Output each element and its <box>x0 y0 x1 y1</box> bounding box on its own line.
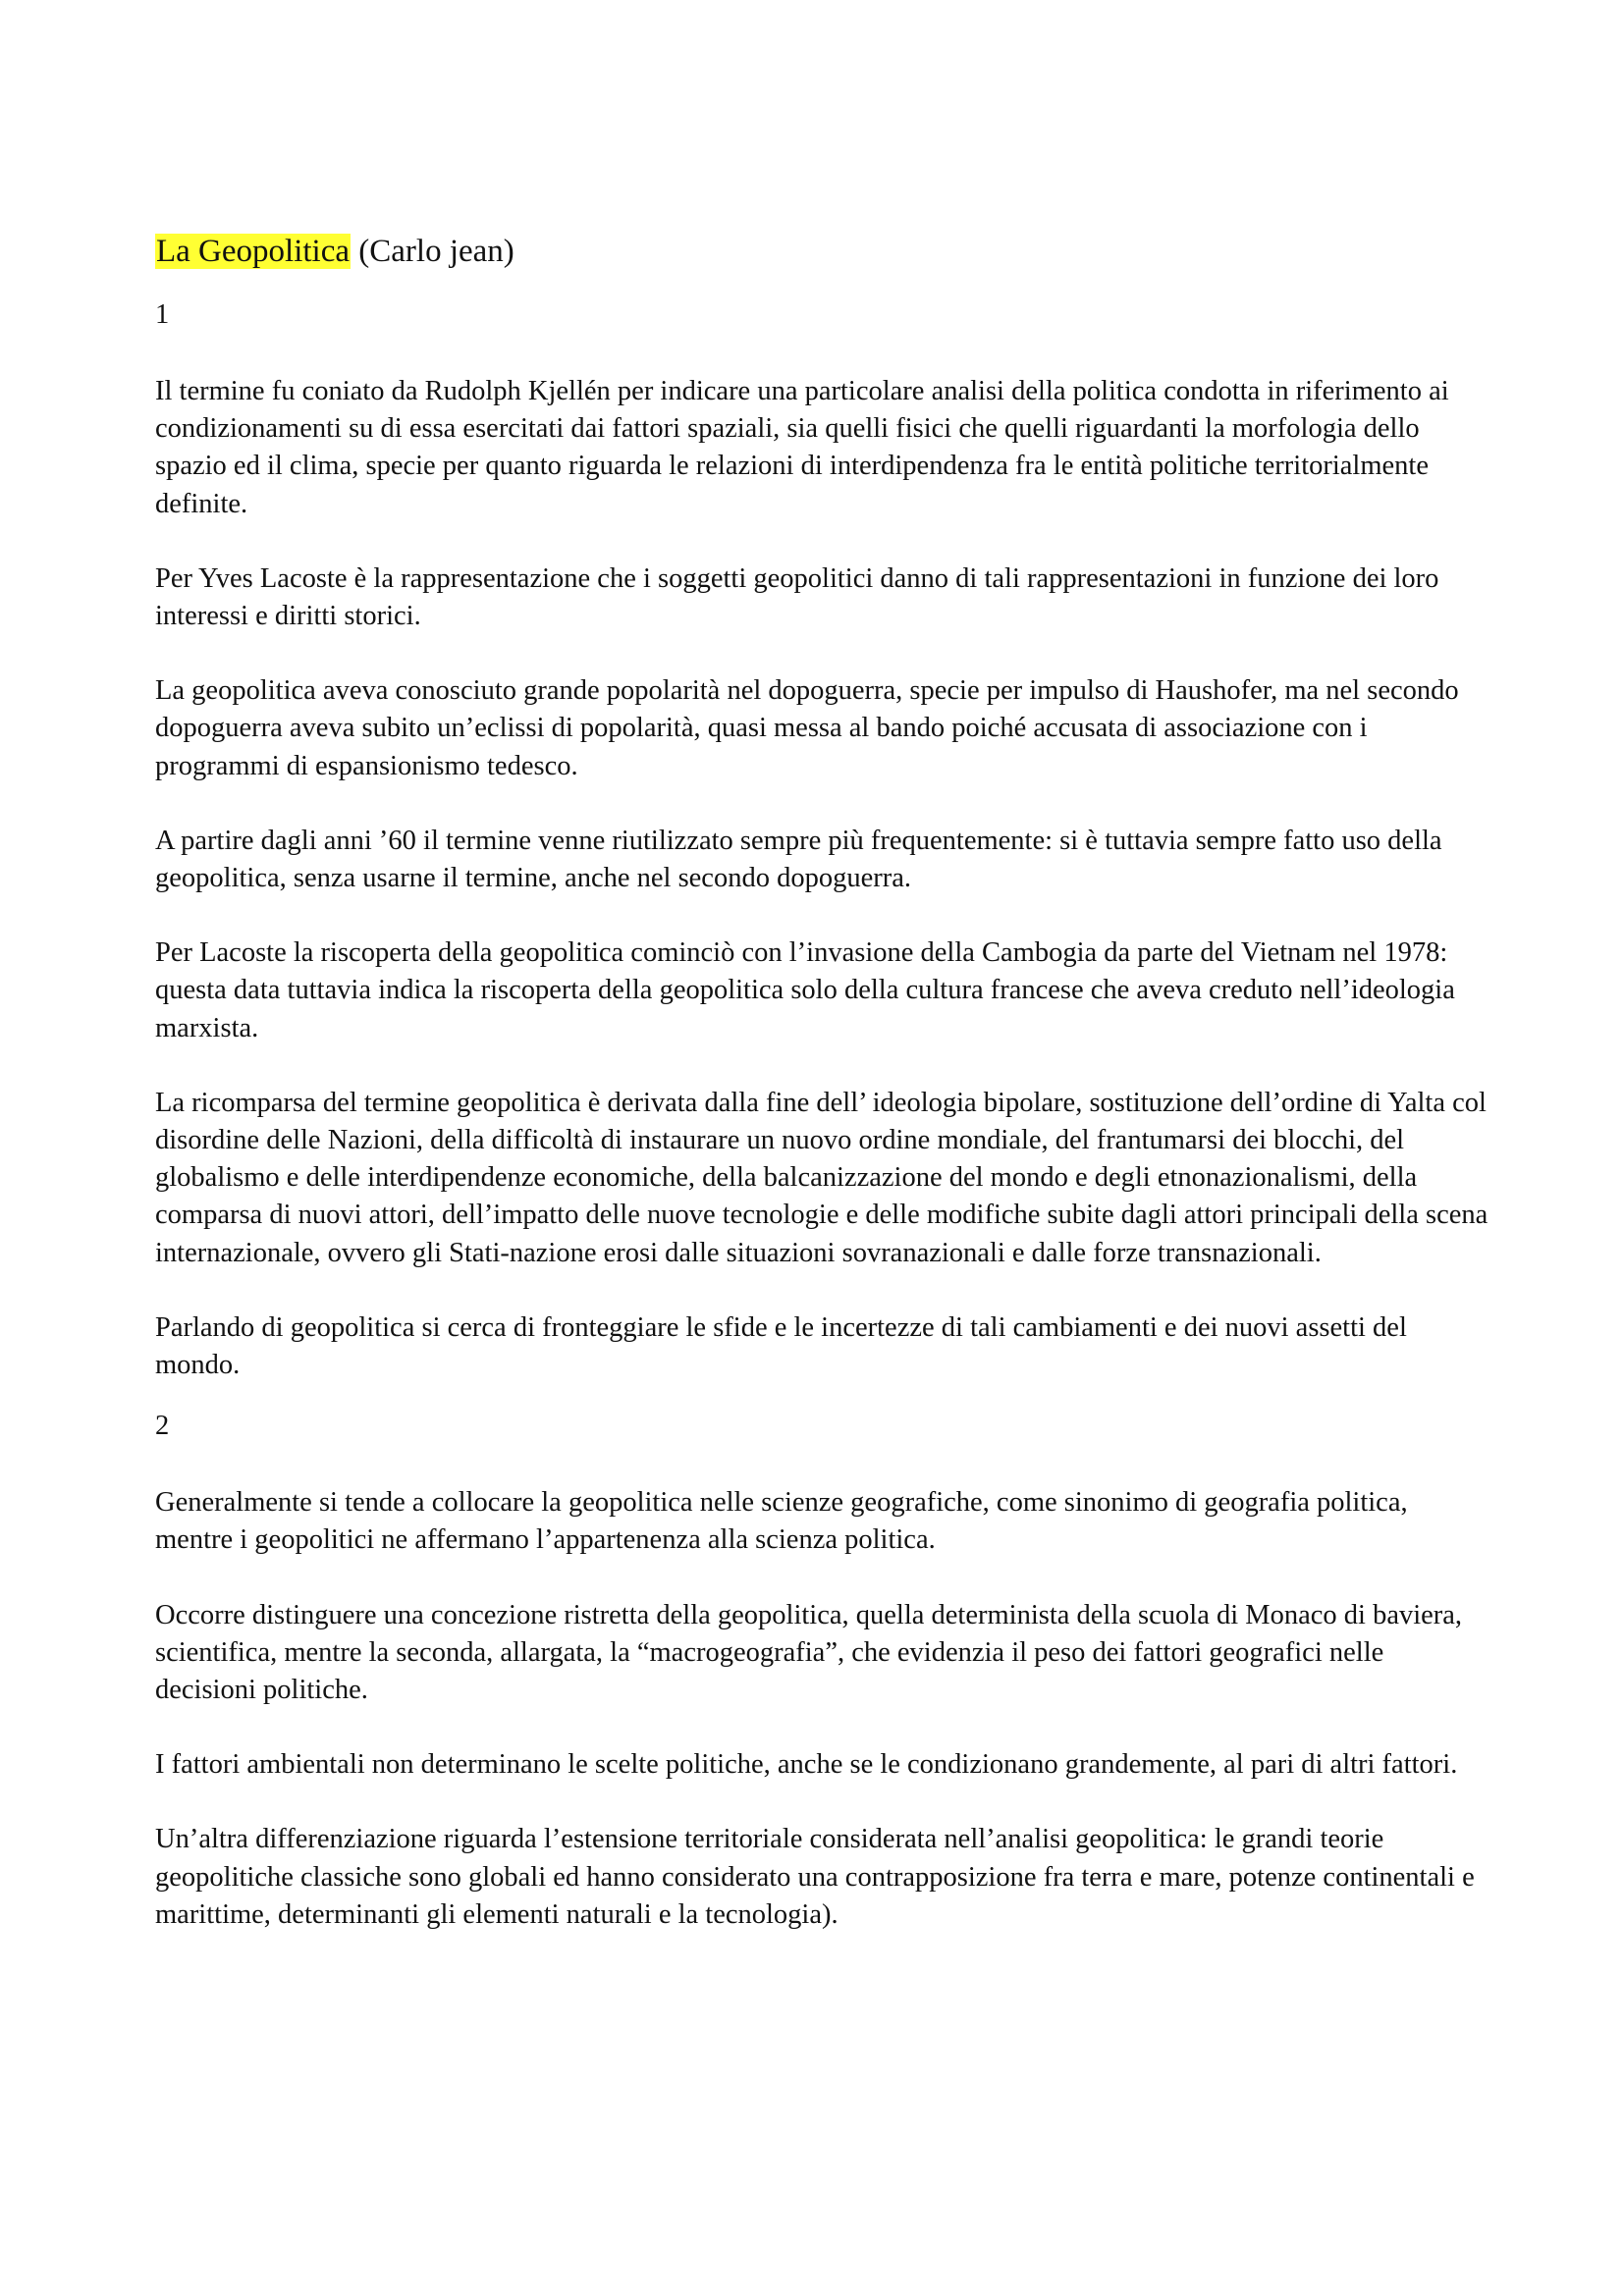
paragraph: Parlando di geopolitica si cerca di fronteggiare le sfide e le incertezze di tali cambiamenti e dei nuovi assetti del mondo. <box>155 1311 1407 1381</box>
title-author: (Carlo jean) <box>358 234 514 269</box>
paragraph: Per Yves Lacoste è la rappresentazione che i soggetti geopolitici danno di tali rappresentazioni in funzione dei loro interessi e diritti storici. <box>155 562 1439 632</box>
section-number: 1 <box>155 299 170 330</box>
paragraph: I fattori ambientali non determinano le scelte politiche, anche se le condizionano grandemente, al pari di altri fattori. <box>155 1749 1458 1781</box>
paragraph: Un’altra differenziazione riguarda l’estensione territoriale considerata nell’analisi geopolitica: le grandi teorie geopolitiche classiche sono globali ed hanno considerato una contrapposizione fra terra e mare, potenze continentali e marittime, determinanti gli elementi naturali e la tecnologia). <box>155 1824 1475 1930</box>
document-body <box>155 230 1490 1934</box>
section-number: 2 <box>155 1411 170 1442</box>
paragraph: Per Lacoste la riscoperta della geopolitica cominciò con l’invasione della Cambogia da parte del Vietnam nel 1978: questa data tuttavia indica la riscoperta della geopolitica solo della cultura francese che aveva creduto nell’ideologia marxista. <box>155 937 1455 1043</box>
paragraph: Generalmente si tende a collocare la geopolitica nelle scienze geografiche, come sinonimo di geografia politica, mentre i geopolitici ne affermano l’appartenenza alla scienza politica. <box>155 1487 1408 1556</box>
paragraph: La geopolitica aveva conosciuto grande popolarità nel dopoguerra, specie per impulso di Haushofer, ma nel secondo dopoguerra aveva subito un’eclissi di popolarità, quasi messa al bando poiché accusata di associazione con i programmi di espansionismo tedesco. <box>155 675 1459 781</box>
title-highlighted-text: La Geopolitica <box>156 234 351 269</box>
paragraph: Occorre distinguere una concezione ristretta della geopolitica, quella determinista della scuola di Monaco di baviera, scientifica, mentre la seconda, allargata, la “macrogeografia”, che evidenzia il peso dei fattori geografici nelle decisioni politiche. <box>155 1599 1463 1706</box>
paragraph: Il termine fu coniato da Rudolph Kjellén per indicare una particolare analisi della politica condotta in riferimento ai condizionamenti su di essa esercitati dai fattori spaziali, sia quelli fisici che quelli riguardanti la morfologia dello spazio ed il clima, specie per quanto riguarda le relazioni di interdipendenza fra le entità politiche territorialmente definite. <box>155 376 1449 519</box>
paragraph: La ricomparsa del termine geopolitica è derivata dalla fine dell’ ideologia bipolare, sostituzione dell’ordine di Yalta col disordine delle Nazioni, della difficoltà di instaurare un nuovo ordine mondiale, del frantumarsi dei blocchi, del globalismo e delle interdipendenze economiche, della balcanizzazione del mondo e degli etnonazionalismi, della comparsa di nuovi attori, dell’impatto delle nuove tecnologie e delle modifiche subite dagli attori principali della scena internazionale, ovvero gli Stati-nazione erosi dalle situazioni sovranazionali e dalle forze transnazionali. <box>155 1087 1488 1268</box>
document-title <box>155 230 1490 273</box>
paragraph: A partire dagli anni ’60 il termine venne riutilizzato sempre più frequentemente: si è tuttavia sempre fatto uso della geopolitica, senza usarne il termine, anche nel secondo dopoguerra. <box>155 825 1442 894</box>
